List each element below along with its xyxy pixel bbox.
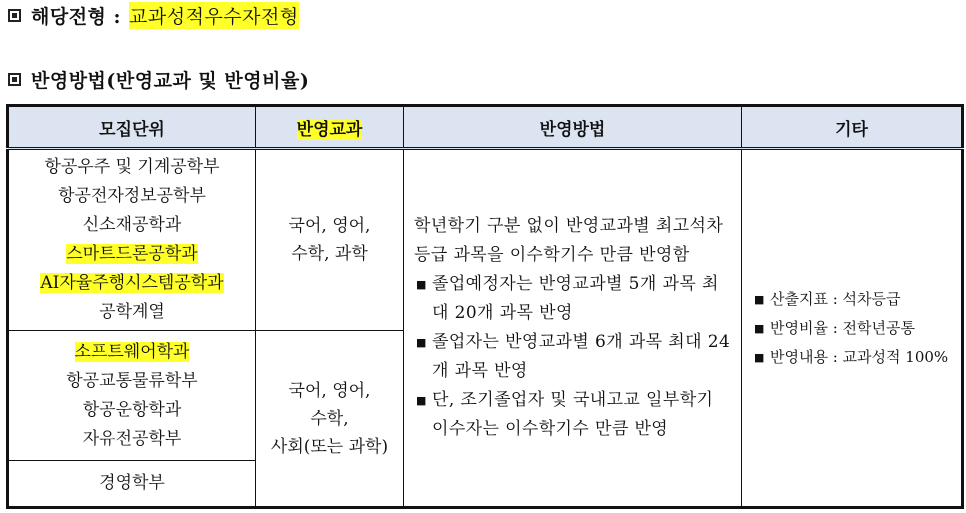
table-row (8, 149, 963, 331)
unit-name: 소프트웨어학과 (74, 341, 190, 362)
unit-name: AI자율주행시스템공학과 (40, 273, 224, 293)
method-heading-label: 반영방법(반영교과 및 반영비율) (31, 70, 310, 92)
admission-type-label: 해당전형 : (31, 6, 122, 28)
unit-name: 스마트드론공학과 (66, 244, 198, 264)
etc-cell (742, 149, 963, 508)
square-bullet-icon (8, 73, 21, 86)
unit-name: 항공우주 및 기계공학부 (44, 157, 220, 177)
method-bullet: ■ 졸업자는 반영교과별 6개 과목 최대 24개 과목 반영 (414, 328, 731, 386)
method-bullet: ■ 단, 조기졸업자 및 국내고교 일부학기 이수자는 이수학기수 만큼 반영 (414, 386, 731, 444)
subjects-group-engineering: 국어, 영어, 수학, 과학 (256, 149, 404, 331)
unit-name: 항공교통물류학부 (66, 370, 198, 391)
header-etc: 기타 (742, 106, 963, 149)
method-heading (8, 66, 309, 93)
unit-name: 자유전공학부 (82, 428, 182, 449)
method-intro: 학년학기 구분 없이 반영교과별 최고석차등급 과목을 이수학기수 만큼 반영함 (414, 216, 724, 265)
etc-item: ■ 산출지표 : 석차등급 (752, 285, 951, 314)
unit-name: 공학계열 (99, 302, 165, 322)
etc-list (752, 285, 951, 372)
subjects-group-software: 국어, 영어, 수학, 사회(또는 과학) (256, 331, 404, 508)
unit-business: 경영학부 (8, 461, 256, 508)
method-bullet: ■ 졸업예정자는 반영교과별 5개 과목 최대 20개 과목 반영 (414, 270, 731, 328)
header-method: 반영방법 (404, 106, 742, 149)
admission-type-value: 교과성적우수자전형 (129, 2, 299, 29)
header-recruit-unit: 모집단위 (8, 106, 256, 149)
method-cell (404, 149, 742, 508)
unit-group-software (8, 331, 256, 461)
table-header-row (8, 106, 963, 149)
admission-type-heading (8, 2, 299, 29)
admission-method-table (6, 104, 964, 509)
unit-name: 항공운항학과 (82, 399, 182, 420)
unit-group-engineering (8, 149, 256, 331)
etc-item: ■ 반영내용 : 교과성적 100% (752, 343, 951, 372)
etc-item: ■ 반영비율 : 전학년공통 (752, 314, 951, 343)
unit-name: 신소재공학과 (82, 215, 182, 235)
method-bullet-list (414, 270, 731, 444)
square-bullet-icon (8, 9, 21, 22)
unit-name: 항공전자정보공학부 (58, 186, 206, 206)
header-subjects: 반영교과 (256, 106, 404, 149)
